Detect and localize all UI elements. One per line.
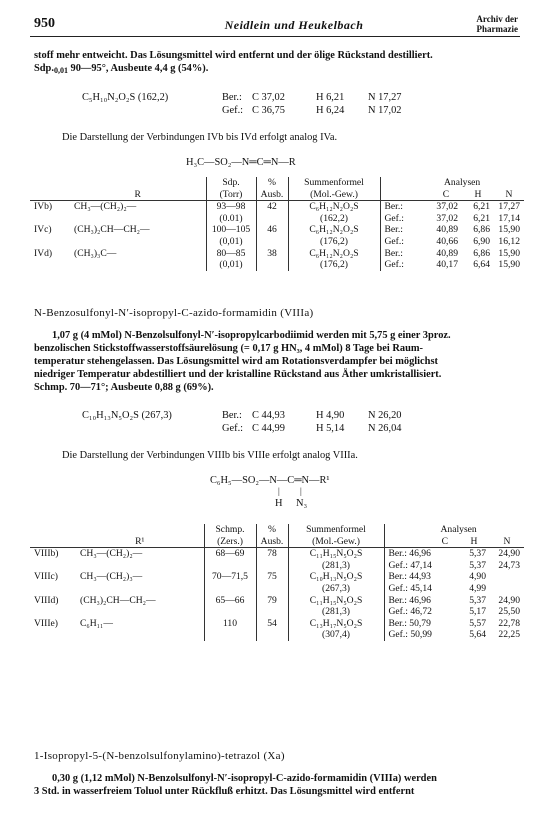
table-viii-row: [30, 548, 524, 560]
th8-summenformel: Summenformel: [288, 524, 384, 536]
table-iv-row-sub: [30, 259, 524, 271]
analysis1-ber-label: Ber.:: [222, 92, 242, 103]
table-iv-header-row-1: [30, 177, 524, 189]
th8-schmp: Schmp.: [204, 524, 256, 536]
row-id: VIIIc): [34, 571, 58, 583]
row-ber-h: 6,86: [473, 247, 490, 259]
table-viii-row: [30, 571, 524, 583]
row-empty: [30, 259, 70, 271]
xa-line-2: 3 Std. in wasserfreiem Toluol unter Rückfluß erhitzt. Das Lösungsmittel wird entfernt: [34, 786, 415, 797]
row-gef-n: 25,50: [498, 606, 520, 618]
xa-line-1: 0,30 g (1,12 mMol) N-Benzolsulfonyl-N′-isopropyl-C-azido-formamidin (VIIIa) werden: [52, 773, 437, 784]
row-ber-h: 5,37: [469, 548, 486, 560]
row-substituent: C₆H₁₁—: [80, 617, 113, 629]
row-yield: 38: [256, 248, 288, 260]
row-bp: 93—98: [206, 201, 256, 213]
row-gef-h: 5,37: [469, 559, 486, 571]
row-mp: 68—69: [204, 548, 256, 560]
row-substituent: CH₃—(CH₂)₃—: [80, 571, 143, 583]
row-gef-n: 15,90: [498, 259, 520, 271]
table-iv-row: [30, 248, 524, 260]
th-n: N: [494, 189, 524, 201]
header-rule: [30, 36, 520, 37]
analysis1-ber-c: C 37,02: [252, 92, 285, 103]
th8-ausb: Ausb.: [256, 536, 288, 548]
table-iv-body: [30, 201, 524, 271]
row-gef-h: 5,17: [469, 606, 486, 618]
row-empty: [204, 560, 256, 572]
row-ber-c: 37,02: [436, 201, 458, 213]
row-ber-c: 40,89: [436, 224, 458, 236]
row-id: IVc): [34, 224, 52, 236]
row-mw: (176,2): [288, 259, 380, 271]
row-gef-h: 4,99: [469, 582, 486, 594]
row-gef-n: 22,25: [498, 629, 520, 641]
row-mp: 70—71,5: [204, 571, 256, 583]
running-title: Neidlein und Heukelbach: [224, 18, 364, 32]
viiia-line-3: temperatur stehengelassen. Das Lösungsmittel wird am Rotationsverdampfer bei möglichst: [34, 356, 438, 367]
row-ber-n: 17,27: [498, 201, 520, 213]
row-ber: Ber.: 46,96: [384, 548, 458, 560]
table-viii-row: [30, 595, 524, 607]
page-number: 950: [34, 16, 55, 31]
row-ber-c: 40,89: [436, 247, 458, 259]
row-bp: 100—105: [206, 224, 256, 236]
row-mw: (162,2): [288, 213, 380, 225]
th-mol: (Mol.-Gew.): [288, 189, 380, 201]
row-ber-h: 6,86: [473, 224, 490, 236]
journal-name: [476, 14, 518, 34]
th-c: C: [430, 189, 462, 201]
row-mw: (281,3): [288, 560, 384, 572]
th-h: H: [462, 189, 494, 201]
table-iv-row-sub: [30, 213, 524, 225]
structure-viii-bond-1: |: [278, 486, 280, 496]
row-ber-label: Ber.:: [380, 224, 430, 236]
viiia-line-2: benzolischen Stickstoffwasserstoffsäurelösung (= 0,17 g HN₃, 4 mMol) 8 Tage bei Raum-: [34, 343, 423, 354]
row-substituent: (CH₃)₂CH—CH₂—: [80, 594, 156, 606]
table-viii: [30, 524, 524, 641]
sentence-iv: Die Darstellung der Verbindungen IVb bis IVd erfolgt analog IVa.: [62, 132, 338, 143]
th8-pct: %: [256, 524, 288, 536]
row-formula: C₆H₁₂N₂O₂S: [288, 224, 380, 236]
row-empty: [76, 606, 204, 618]
structure-viii-bond-2: |: [300, 486, 302, 496]
analysis2-ber-c: C 44,93: [252, 410, 285, 421]
row-ber-label: Ber.:: [380, 201, 430, 213]
th8-zers: (Zers.): [204, 536, 256, 548]
table-iv-row: [30, 201, 524, 213]
row-formula: C₆H₁₂N₂O₂S: [288, 201, 380, 213]
analysis1-gef-label: Gef.:: [222, 105, 244, 116]
th8-mol: (Mol.-Gew.): [288, 536, 384, 548]
th8-r: R¹: [76, 536, 204, 548]
row-gef-h: 6,21: [473, 212, 490, 224]
table-viii-row: [30, 618, 524, 630]
row-ber-h: 4,90: [469, 571, 486, 583]
row-ber: Ber.: 44,93: [384, 571, 458, 583]
row-mw: (176,2): [288, 236, 380, 248]
row-empty: [256, 629, 288, 641]
row-id: IVd): [34, 247, 53, 259]
paragraph-viiia: [34, 329, 520, 394]
row-formula: C₆H₁₂N₂O₂S: [288, 248, 380, 260]
viiia-line-5: Schmp. 70—71°; Ausbeute 0,88 g (69%).: [34, 382, 214, 393]
row-yield: 75: [256, 571, 288, 583]
th8-analysen: Analysen: [384, 524, 524, 536]
structure-viii-h: H: [275, 498, 283, 509]
row-mp: 65—66: [204, 595, 256, 607]
table-viii-body: [30, 548, 524, 641]
analysis1-gef-c: C 36,75: [252, 105, 285, 116]
heading-viiia: N-Benzosulfonyl-N′-isopropyl-C-azido-formamidin (VIIIa): [34, 307, 314, 319]
row-gef-n: 17,14: [498, 212, 520, 224]
th8-h: H: [458, 536, 490, 548]
row-ber-n: 15,90: [498, 224, 520, 236]
th-ausb: Ausb.: [256, 189, 288, 201]
row-empty: [30, 629, 76, 641]
row-mw: (267,3): [288, 583, 384, 595]
table-iv-row: [30, 224, 524, 236]
row-gef: Gef.: 50,99: [384, 629, 458, 641]
top-line-1: stoff mehr entweicht. Das Lösungsmittel wird entfernt und der ölige Rückstand destilliert.: [34, 50, 433, 61]
top-paragraph: [34, 49, 520, 75]
row-empty: [76, 560, 204, 572]
sentence-viii: Die Darstellung der Verbindungen VIIIb bis VIIIe erfolgt analog VIIIa.: [62, 450, 358, 461]
viiia-line-4: niedriger Temperatur abdestilliert und der kristalline Rückstand aus Äther umkristallisiert.: [34, 369, 442, 380]
analysis1-ber-n: N 17,27: [368, 92, 402, 103]
row-empty: [30, 606, 76, 618]
analysis2-ber-h: H 4,90: [316, 410, 345, 421]
row-ber-n: [490, 571, 524, 583]
row-id: VIIIb): [34, 548, 59, 560]
row-ber-h: 6,21: [473, 201, 490, 213]
table-iv-row-sub: [30, 236, 524, 248]
analysis2-gef-label: Gef.:: [222, 423, 244, 434]
th-summenformel: Summenformel: [288, 177, 380, 189]
row-yield: 42: [256, 201, 288, 213]
row-pressure: (0,01): [206, 259, 256, 271]
row-gef-c: 40,17: [436, 259, 458, 271]
analysis1-gef-h: H 6,24: [316, 105, 345, 116]
analysis2-ber-n: N 26,20: [368, 410, 402, 421]
row-empty: [76, 583, 204, 595]
row-ber: Ber.: 50,79: [384, 618, 458, 630]
row-gef-h: 5,64: [469, 629, 486, 641]
row-gef-c: 40,66: [436, 235, 458, 247]
row-empty: [30, 236, 70, 248]
row-ber-label: Ber.:: [380, 248, 430, 260]
page-header: [34, 14, 518, 36]
analysis2-gef-c: C 44,99: [252, 423, 285, 434]
analysis1-gef-n: N 17,02: [368, 105, 402, 116]
row-substituent: CH₃—(CH₂)₂—: [74, 201, 137, 213]
row-empty: [256, 606, 288, 618]
row-gef-h: 6,90: [473, 235, 490, 247]
row-formula: C₁₁H₁₅N₅O₂S: [288, 595, 384, 607]
sdp-pressure: 0,01: [53, 66, 68, 75]
row-yield: 78: [256, 548, 288, 560]
row-pressure: (0.01): [206, 213, 256, 225]
table-viii-header-row-1: [30, 524, 524, 536]
row-formula: C₁₀H₁₃N₅O₂S: [288, 571, 384, 583]
table-viii-row-sub: [30, 629, 524, 641]
row-empty: [204, 629, 256, 641]
analysis2-ber-label: Ber.:: [222, 410, 242, 421]
row-empty: [30, 213, 70, 225]
row-ber-n: 24,90: [498, 548, 520, 560]
row-empty: [204, 606, 256, 618]
row-gef: Gef.: 45,14: [384, 583, 458, 595]
row-bp: 80—85: [206, 248, 256, 260]
th-pct: %: [256, 177, 288, 189]
structure-iv: H₃C—SO₂—N═C═N—R: [186, 157, 296, 168]
table-iv-header-row-2: [30, 189, 524, 201]
row-mp: 110: [204, 618, 256, 630]
row-empty: [70, 259, 206, 271]
th8-n: N: [490, 536, 524, 548]
row-gef-n: 16,12: [498, 235, 520, 247]
row-gef-label: Gef.:: [380, 259, 430, 271]
row-gef-h: 6,64: [473, 259, 490, 271]
row-empty: [70, 236, 206, 248]
row-gef-n: [490, 583, 524, 595]
row-gef-label: Gef.:: [380, 236, 430, 248]
th-sdp: Sdp.: [206, 177, 256, 189]
row-substituent: (CH₃)₂CH—CH₂—: [74, 224, 150, 236]
row-ber-n: 15,90: [498, 247, 520, 259]
viiia-line-1: 1,07 g (4 mMol) N-Benzolsulfonyl-N′-isopropylcarbodiimid werden mit 5,75 g einer 3proz.: [52, 330, 451, 341]
table-viii-row-sub: [30, 560, 524, 572]
paragraph-xa: [34, 772, 520, 798]
row-ber-n: 22,78: [498, 617, 520, 629]
row-empty: [256, 560, 288, 572]
row-empty: [70, 213, 206, 225]
analysis1-formula: C₅H₁₀N₂O₂S (162,2): [82, 92, 169, 103]
row-yield: 54: [256, 618, 288, 630]
row-gef-n: 24,73: [498, 559, 520, 571]
table-viii-header-row-2: [30, 536, 524, 548]
sdp-label: Sdp.: [34, 63, 54, 74]
row-ber-h: 5,37: [469, 594, 486, 606]
row-empty: [76, 629, 204, 641]
row-gef-label: Gef.:: [380, 213, 430, 225]
row-id: IVb): [34, 201, 53, 213]
row-id: VIIIe): [34, 617, 58, 629]
row-empty: [30, 560, 76, 572]
structure-viii-n3: N₃: [296, 498, 308, 509]
row-mw: (281,3): [288, 606, 384, 618]
row-mw: (307,4): [288, 629, 384, 641]
table-iv: [30, 177, 524, 271]
th8-c: C: [384, 536, 458, 548]
row-id: VIIId): [34, 594, 59, 606]
th-torr: (Torr): [206, 189, 256, 201]
row-gef-c: 37,02: [436, 212, 458, 224]
row-empty: [256, 259, 288, 271]
row-ber: Ber.: 46,96: [384, 595, 458, 607]
row-yield: 79: [256, 595, 288, 607]
row-yield: 46: [256, 224, 288, 236]
row-empty: [256, 236, 288, 248]
row-empty: [256, 213, 288, 225]
row-pressure: (0,01): [206, 236, 256, 248]
structure-viii-line-1: C₆H₅—SO₂—N—C═N—R¹: [210, 475, 330, 486]
analysis1-ber-h: H 6,21: [316, 92, 345, 103]
analysis2-gef-n: N 26,04: [368, 423, 402, 434]
row-empty: [204, 583, 256, 595]
table-viii-row-sub: [30, 583, 524, 595]
row-empty: [30, 583, 76, 595]
row-substituent: (CH₃)₃C—: [74, 247, 117, 259]
th-r: R: [70, 189, 206, 201]
analysis2-formula: C₁₀H₁₃N₅O₂S (267,3): [82, 410, 172, 421]
heading-xa: 1-Isopropyl-5-(N-benzolsulfonylamino)-tetrazol (Xa): [34, 750, 285, 762]
row-gef: Gef.: 47,14: [384, 560, 458, 572]
row-empty: [256, 583, 288, 595]
row-formula: C₁₁H₁₅N₅O₂S: [288, 548, 384, 560]
th-analysen: Analysen: [444, 177, 481, 188]
table-viii-row-sub: [30, 606, 524, 618]
row-gef: Gef.: 46,72: [384, 606, 458, 618]
analysis2-gef-h: H 5,14: [316, 423, 345, 434]
top-line-2: [34, 62, 520, 75]
journal-line-1: Archiv der: [476, 14, 518, 24]
row-substituent: CH₃—(CH₂)₂—: [80, 548, 143, 560]
journal-line-2: Pharmazie: [476, 24, 518, 34]
sdp-rest: 90—95°, Ausbeute 4,4 g (54%).: [67, 63, 209, 74]
row-formula: C₁₃H₁₇N₅O₂S: [288, 618, 384, 630]
row-ber-n: 24,90: [498, 594, 520, 606]
row-ber-h: 5,57: [469, 617, 486, 629]
